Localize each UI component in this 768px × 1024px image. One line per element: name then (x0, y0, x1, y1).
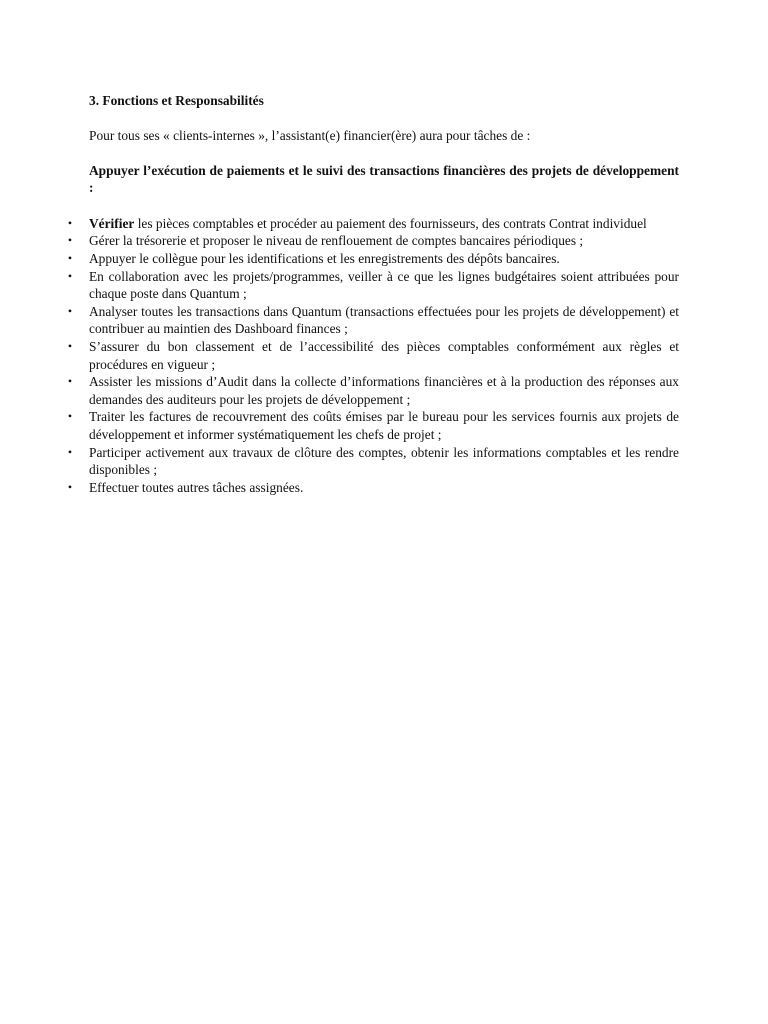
task-item-5 (67, 303, 679, 338)
bullet-icon: • (67, 233, 73, 248)
task-text: En collaboration avec les projets/programmes, veiller à ce que les lignes budgétaires soient attribuées pour chaque poste dans Quantum ; (89, 268, 679, 302)
task-item-7 (67, 373, 679, 408)
task-text: Traiter les factures de recouvrement des coûts émises par le bureau pour les services fournis aux projets de développement et informer systématiquement les chefs de projet ; (89, 409, 679, 442)
bullet-icon: • (67, 409, 73, 424)
bullet-icon: • (67, 374, 73, 389)
task-text: Appuyer le collègue pour les identifications et les enregistrements des dépôts bancaires. (89, 250, 560, 266)
task-lead: Vérifier (89, 215, 135, 231)
bullet-icon: • (67, 268, 73, 283)
task-item-4 (67, 268, 679, 303)
task-text: Gérer la trésorerie et proposer le niveau de renflouement de comptes bancaires périodiques ; (89, 233, 584, 249)
tasks-subheading: Appuyer l’exécution de paiements et le suivi des transactions financières des projets de développement : (89, 162, 679, 196)
task-item-1 (67, 215, 679, 233)
task-list (67, 215, 679, 497)
bullet-icon: • (67, 479, 73, 494)
task-text: Assister les missions d’Audit dans la collecte d’informations financières et à la production des réponses aux demandes des auditeurs pour les projets de développement ; (89, 374, 679, 407)
task-item-9 (67, 444, 679, 479)
bullet-icon: • (67, 338, 73, 353)
document-content (67, 92, 679, 496)
bullet-icon: • (67, 303, 73, 318)
task-item-6 (67, 338, 679, 373)
task-item-10 (67, 479, 679, 497)
bullet-icon: • (67, 215, 73, 230)
bullet-icon: • (67, 444, 73, 459)
task-text: Participer activement aux travaux de clôture des comptes, obtenir les informations comptables et les rendre disponibles ; (89, 444, 679, 478)
task-text: Effectuer toutes autres tâches assignées. (89, 479, 304, 495)
section-heading: 3. Fonctions et Responsabilités (89, 93, 264, 108)
intro-paragraph: Pour tous ses « clients-internes », l’assistant(e) financier(ère) aura pour tâches de : (89, 128, 531, 143)
task-text: Analyser toutes les transactions dans Quantum (transactions effectuées pour les projets de développement) et contribuer au maintien des Dashboard finances ; (89, 303, 679, 337)
task-item-2 (67, 232, 679, 250)
task-text: S’assurer du bon classement et de l’accessibilité des pièces comptables conformément aux règles et procédures en vigueur ; (89, 338, 679, 372)
bullet-icon: • (67, 250, 73, 265)
task-item-3 (67, 250, 679, 268)
task-item-8 (67, 408, 679, 443)
task-text: les pièces comptables et procéder au paiement des fournisseurs, des contrats Contrat individuel (134, 215, 647, 231)
